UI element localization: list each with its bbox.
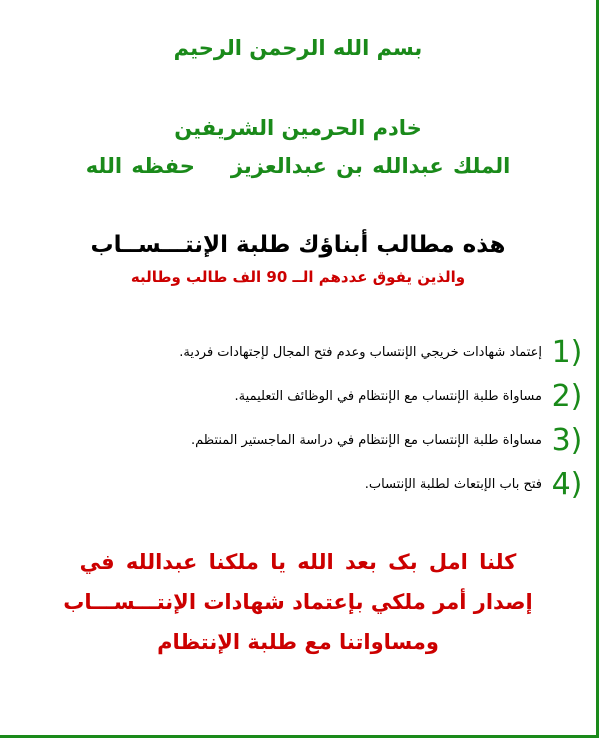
demand-text: إعتماد شهادات خريجي الإنتساب وعدم فتح المجال لإجتهادات فردية.: [179, 344, 542, 360]
demand-item: [4, 462, 584, 506]
demand-number: 3): [551, 422, 583, 458]
demand-number: 2): [551, 378, 583, 414]
demands-list: [4, 330, 584, 506]
demand-number: 1): [551, 334, 583, 370]
appeal-line-2: إصدار أمر ملكي بإعتماد شهادات الإنتـــســـاب: [63, 590, 533, 614]
demands-subheading: والذين يفوق عددهم الــ 90 الف طالب وطالبه: [130, 268, 466, 286]
demand-item: [4, 374, 584, 418]
appeal-line-1: كلنا امل بک بعد الله يا ملكنا عبدالله في: [79, 550, 517, 574]
demands-heading: هذه مطالب أبناؤك طلبة الإنتـــســاب: [90, 232, 506, 258]
demand-text: مساواة طلبة الإنتساب مع الإنتظام في دراسة الماجستير المنتظم.: [191, 432, 542, 448]
title-custodian: خادم الحرمين الشريفين: [174, 116, 422, 140]
title-king: [0, 154, 596, 178]
demand-text: مساواة طلبة الإنتساب مع الإنتظام في الوظائف التعليمية.: [234, 388, 542, 404]
appeal-line-3: ومساواتنا مع طلبة الإنتظام: [157, 630, 439, 654]
king-name: الملك عبدالله بن عبدالعزيز: [230, 154, 511, 178]
demand-number: 4): [551, 466, 583, 502]
demand-item: [4, 418, 584, 462]
demand-item: [4, 330, 584, 374]
demand-text: فتح باب الإبتعاث لطلبة الإنتساب.: [364, 476, 542, 492]
king-prayer: حفظه الله: [85, 154, 195, 178]
basmala: بسم الله الرحمن الرحيم: [173, 36, 423, 60]
